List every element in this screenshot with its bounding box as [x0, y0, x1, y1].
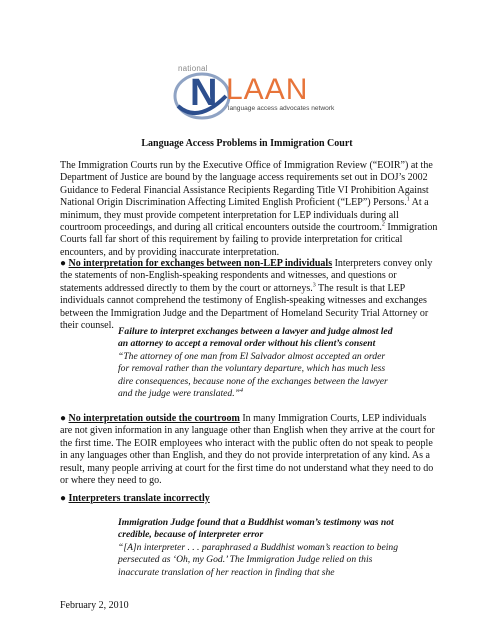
quote-block-3: [118, 517, 398, 579]
intro-text-2: At a minimum, they must provide competent interpretation for LEP individuals during all courtroom proceedings, and during all critical encounters outside the courtroom.: [60, 197, 429, 234]
logo-laan-text: LAAN: [226, 73, 309, 106]
bullet-section-no-interpretation-exchanges: [60, 258, 440, 332]
bullet-section-incorrect-translation: [60, 493, 210, 504]
footer-date: February 2, 2010: [60, 600, 129, 611]
document-title: Language Access Problems in Immigration Court: [141, 138, 353, 149]
bullet2-text: In many Immigration Courts, LEP individuals are not given information in any language other than English when they arrive at the court for the first time. The EOIR employees who interact with the public often do not speak to people in any languages other than English, and they do not provide interpretation of any kind. As a result, many people arriving at court for the first time do not understand what they need to do or where they need to go.: [60, 413, 435, 487]
bullet-dot-icon: ●: [60, 258, 67, 269]
bullet-dot-icon: ●: [60, 493, 67, 504]
quote1-body-wrap: [118, 351, 398, 401]
footnote-ref-2[interactable]: 2: [381, 221, 385, 228]
bullet1-text-1: Interpreters convey only the statements of non-English-speaking respondents and witnesses, and questions or statements addressed directly to them by the court or attorneys.: [60, 258, 433, 294]
logo-tagline: language access advocates network: [228, 105, 335, 112]
bullet-section-no-interpretation-outside: [60, 413, 440, 487]
footnote-ref-3[interactable]: 3: [312, 282, 316, 289]
bullet2-heading: No interpretation outside the courtroom: [68, 413, 240, 424]
footnote-ref-4[interactable]: 4: [239, 387, 243, 394]
nlaan-logo: [168, 60, 338, 120]
logo-n-letter: N: [190, 72, 218, 114]
quote1-heading: Failure to interpret exchanges between a lawyer and judge almost led an attorney to accept a removal order without his client’s consent: [118, 326, 393, 350]
quote1-body: “The attorney of one man from El Salvador almost accepted an order for removal rather than the voluntary departure, which has much less dire consequences, because none of the exchanges between the lawyer and the judge were translated.”: [118, 350, 388, 400]
quote3-body: “[A]n interpreter . . . paraphrased a Buddhist woman’s reaction to being persecuted as ‘Oh, my God.’ The Immigration Judge relied on this inaccurate translation of her reaction in finding that she: [118, 541, 398, 578]
bullet1-heading: No interpretation for exchanges between non-LEP individuals: [68, 258, 333, 269]
logo-national-text: national: [178, 64, 208, 73]
bullet3-heading: Interpreters translate incorrectly: [68, 493, 210, 504]
quote-block-1: [118, 326, 398, 400]
intro-paragraph: [60, 160, 440, 259]
bullet1-text-2: The result is that LEP individuals cannot comprehend the testimony of English-speaking witnesses and exchanges between the Immigration Judge and the Department of Homeland Security Trial Attorney or their counsel.: [60, 282, 429, 332]
intro-text-1: The Immigration Courts run by the Executive Office of Immigration Review (“EOIR”) at the Department of Justice are bound by the language access requirements set out in DOJ’s 2002 Guidance to Federal Financial Assistance Recipients Regarding Title VI Prohibition Against National Origin Discrimination Affecting Limited English Proficient (“LEP”) Persons.: [60, 160, 433, 209]
quote3-heading: Immigration Judge found that a Buddhist woman’s testimony was not credible, because of interpreter error: [118, 517, 394, 541]
intro-text-3: Immigration Courts fall far short of this requirement by failing to provide interpretation for critical encounters, and by providing inaccurate interpretation.: [60, 222, 438, 258]
footnote-ref-1[interactable]: 1: [406, 196, 410, 203]
bullet-dot-icon: ●: [60, 413, 67, 424]
